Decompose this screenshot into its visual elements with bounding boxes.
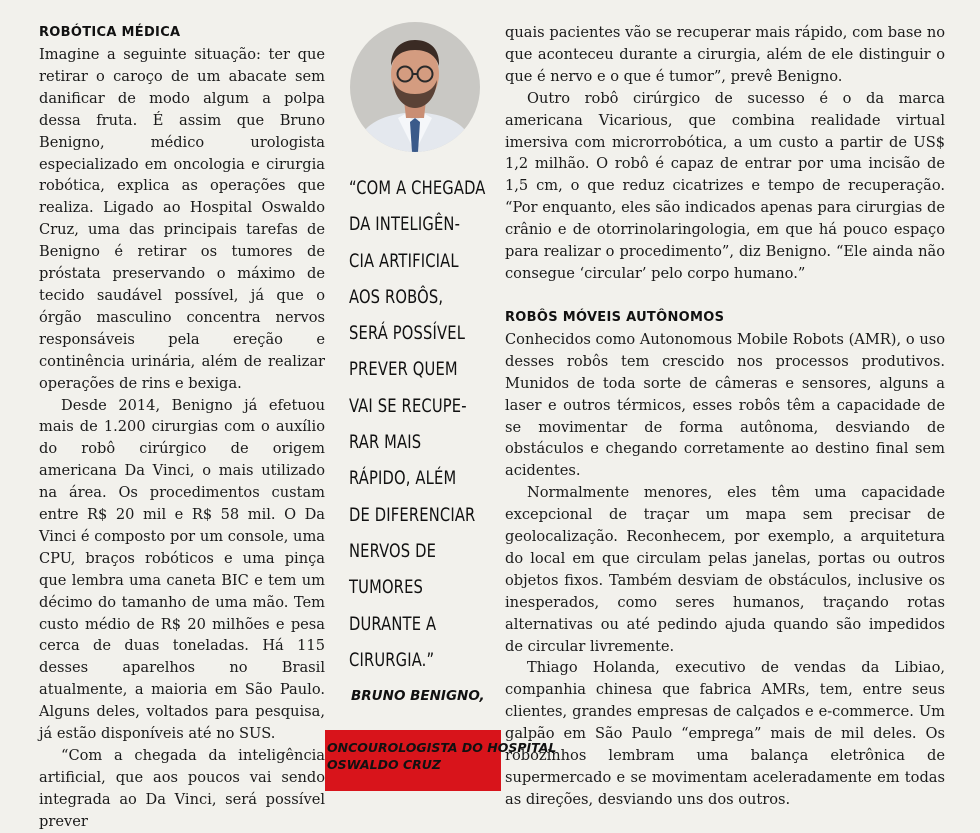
pull-quote-line: SERÁ POSSÍVEL: [349, 322, 466, 345]
pull-quote-line: VAI SE RECUPE-: [349, 394, 467, 417]
paragraph-vicarious: Outro robô cirúrgico de sucesso é o da marca americana Vicarious, que combina realidade virtual imersiva com microrrobótica, a um custo a partir de US$ 1,2 milhão. O robô é capaz de entrar por uma incisão de 1,5 cm, o que reduz cicatrizes e tempo de recuperação. “Por enquanto, eles são indicados apenas para cirurgias de crânio e de otorrinolaringologia, em que há pouco espaço para realizar o procedimento”, diz Benigno. “Ele ainda não consegue ‘circular’ pelo corpo humano.”: [505, 89, 945, 282]
quote-author: BRUNO BENIGNO,: [351, 688, 485, 704]
left-column: [39, 22, 325, 833]
section-heading-robotica-medica: ROBÓTICA MÉDICA: [39, 25, 181, 40]
pull-quote-line: NERVOS DE: [349, 539, 437, 562]
paragraph-quote-start: “Com a chegada da inteligência artificial, que aos poucos vai sendo integrada ao Da Vinci, será possível prever: [39, 747, 325, 830]
section-heading-robos-moveis: ROBÔS MÓVEIS AUTÔNOMOS: [505, 309, 725, 325]
section-spacer: [505, 285, 945, 307]
pull-quote-line: RAR MAIS: [349, 431, 422, 454]
author-role-line-2: OSWALDO CRUZ: [327, 757, 441, 772]
pull-quote-line: DE DIFERENCIAR: [349, 503, 476, 526]
pull-quote-line: CIA ARTIFICIAL: [349, 249, 459, 272]
right-column: [505, 22, 945, 811]
pull-quote-line: RÁPIDO, ALÉM: [349, 467, 457, 490]
author-role-line-1: ONCOUROLOGISTA DO HOSPITAL: [327, 740, 557, 755]
paragraph-libiao: Thiago Holanda, executivo de vendas da Libiao, companhia chinesa que fabrica AMRs, tem, entre seus clientes, grandes empresas de calçados e e-commerce. Um galpão em São Paulo “emprega” mais de mil deles. Os robozinhos lembram uma balança eletrônica de supermercado e se movimentam aceleradamente em todas as direções, desviando uns dos outros.: [505, 659, 945, 808]
paragraph-da-vinci: Desde 2014, Benigno já efetuou mais de 1.200 cirurgias com o auxílio do robô cirúrgico de origem americana Da Vinci, o mais utilizado na área. Os procedimentos custam entre R$ 20 mil e R$ 58 mil. O Da Vinci é composto por um console, uma CPU, braços robóticos e uma pinça que lembra uma caneta BIC e tem um décimo do tamanho de uma mão. Tem custo médio de R$ 20 milhões e pesa cerca de duas toneladas. Há 115 desses aparelhos no Brasil atualmente, a maioria em São Paulo. Alguns deles, voltados para pesquisa, já estão disponíveis até no SUS.: [39, 396, 325, 743]
paragraph-intro: Imagine a seguinte situação: ter que retirar o caroço de um abacate sem danificar de modo algum a polpa dessa fruta. É assim que Bruno Benigno, médico urologista especializado em oncologia e cirurgia robótica, explica as operações que realiza. Ligado ao Hospital Oswaldo Cruz, uma das principais tarefas de Benigno é retirar os tumores de próstata preservando o máximo de tecido saudável possível, já que o órgão masculino concentra nervos responsáveis pela ereção e continência urinária, além de realizar operações de rins e bexiga.: [39, 46, 325, 392]
portrait-photo: [350, 22, 480, 152]
pull-quote-line: “COM A CHEGADA: [349, 177, 486, 199]
pull-quote-line: DA INTELIGÊN-: [349, 213, 461, 236]
pull-quote-line: DURANTE A: [349, 612, 437, 635]
paragraph-mapping: Normalmente menores, eles têm uma capacidade excepcional de traçar um mapa sem precisar de geolocalização. Reconhecem, por exemplo, a arquitetura do local em que circulam pelas janelas, portas ou outros objetos fixos. Também desviam de obstáculos, inclusive os inesperados, como seres humanos, traçando rotas alternativas ou até pedindo ajuda quando são impedidos de circular livremente.: [505, 484, 945, 655]
paragraph-quote-end: quais pacientes vão se recuperar mais rápido, com base no que aconteceu durante a cirurgia, além de ele distinguir o que é nervo e o que é tumor”, prevê Benigno.: [505, 24, 945, 85]
pull-quote: [349, 170, 486, 678]
paragraph-amr: Conhecidos como Autonomous Mobile Robots (AMR), o uso desses robôs tem crescido nos processos produtivos. Munidos de toda sorte de câmeras e sensores, alguns a laser e outros térmicos, esses robôs têm a capacidade de se movimentar de forma autônoma, desviando de obstáculos e chegando corretamente ao destino final sem acidentes.: [505, 330, 945, 480]
pull-quote-line: CIRURGIA.”: [349, 648, 435, 671]
pull-quote-line: TUMORES: [349, 576, 424, 599]
pull-quote-line: PREVER QUEM: [349, 358, 458, 381]
pull-quote-line: AOS ROBÔS,: [349, 285, 444, 308]
